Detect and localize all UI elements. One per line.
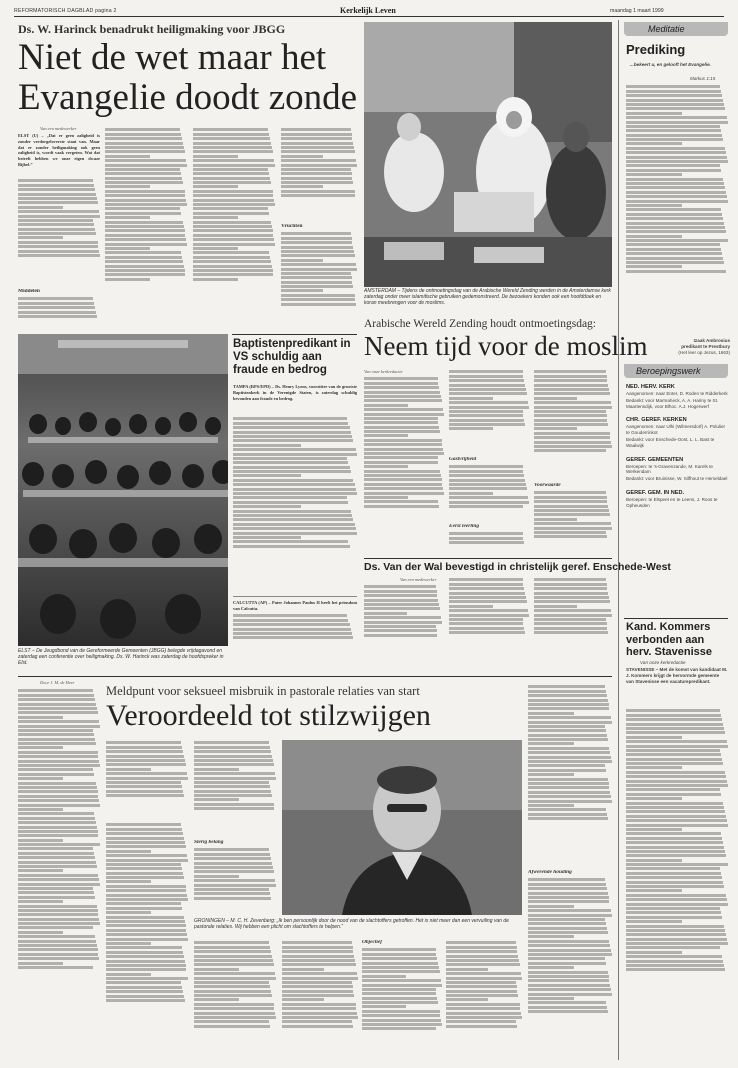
article5-body-col1 bbox=[364, 584, 442, 654]
masthead-date: maandag 1 maart 1999 bbox=[610, 8, 664, 14]
article2-body bbox=[233, 416, 357, 591]
article6-body-col5a bbox=[528, 684, 612, 868]
sidebar-title: Prediking bbox=[626, 42, 686, 57]
beroepingswerk-line: Beroepen: te Elspeet en te Leens, J. Roos te Opheusden bbox=[626, 496, 718, 508]
article6-body-col4c bbox=[446, 940, 522, 1060]
zevenberg-photo-caption: GRONINGEN – M. C. H. Zevenberg: „Ik ben persoonlijk door de nood van de slachtoffers getroffen. Het is niet meer dan een vervuiling van de pastorale relaties. Wij hebben een plicht om slachtoffers te helpen.” bbox=[194, 918, 509, 931]
sidebar-meditatie-label: Meditatie bbox=[648, 24, 685, 34]
beroepingswerk-line: Aangenomen: naar Enter, D. Roden te Ridderkerk bbox=[626, 391, 728, 396]
article3-rule bbox=[233, 596, 357, 597]
article4-byline: Van onze kerkredactie bbox=[364, 369, 403, 374]
article6-body-col3c bbox=[194, 940, 276, 1060]
article2-headline: Baptistenpredikant in VS schuldig aan fraude en bedrog bbox=[233, 338, 351, 376]
kommers-body bbox=[626, 708, 728, 1060]
beroepingswerk-line: Aangenomen: naar Ulhi (Wilmersdorf) A. Polulier te Gouderrinkot bbox=[626, 424, 726, 436]
article4-kicker: Arabische Wereld Zending houdt ontmoetingsdag: bbox=[364, 318, 597, 330]
article1-body-col4b bbox=[281, 231, 357, 330]
beroepingswerk-list bbox=[626, 384, 728, 614]
article4-headline: Neem tijd voor de moslim bbox=[364, 331, 648, 361]
article6-sub-afwerende: Afwerende houding bbox=[528, 870, 572, 875]
article6-sub-sterig-belang: Sterig belang bbox=[194, 840, 224, 845]
zending-photo bbox=[364, 22, 612, 287]
beroepingswerk-line: Bedankt: voor Marmaheck, A. A. Hariny te St. Maartensdijk, voor Blhoc. A.J. Hogerwerf bbox=[626, 397, 719, 409]
article4-body-col3b bbox=[534, 490, 612, 554]
article4-sub-voorwaarde: Voorwaarde bbox=[534, 483, 561, 488]
article6-body-col2 bbox=[106, 740, 188, 818]
article6-byline: Door J. M. de Heer bbox=[40, 680, 75, 685]
article5-rule bbox=[364, 558, 612, 559]
article5-byline: Van een medewerker bbox=[400, 577, 437, 582]
article1-body-col3 bbox=[193, 127, 275, 330]
conference-photo bbox=[18, 334, 228, 646]
sidebar-divider bbox=[618, 20, 619, 1060]
article4-body-col3a bbox=[534, 369, 612, 481]
article6-body-col4b bbox=[362, 947, 442, 1060]
sidebar-beroepingswerk-label: Beroepingswerk bbox=[636, 366, 701, 376]
kommers-headline: Kand. Kommers verbonden aan herv. Stavenisse bbox=[626, 621, 713, 658]
sidebar-closing-role: predikant te Prestbury bbox=[681, 344, 730, 349]
beroepingswerk-group-head: CHR. GEREF. KERKEN bbox=[626, 417, 687, 424]
article6-headline: Veroordeeld tot stilzwijgen bbox=[106, 699, 431, 732]
article6-body-col5b bbox=[528, 877, 612, 1060]
sidebar-meditatie-body bbox=[626, 84, 728, 336]
beroepingswerk-group-head: GEREF. GEMEENTEN bbox=[626, 456, 684, 463]
article1-lead: ELST (U) – „Dat er geen zaligheid is zonder verdorgeloverste staat van. Maar dat er zonder heiligmaking ook geen zaligheid is, wordt vaak vergeten. Wat dat betreft hebben we onze eigen dwaze Bijbel.” bbox=[18, 133, 100, 167]
article1-byline: Van een medewerker bbox=[40, 126, 77, 131]
beroepingswerk-line: Beroepen: te 's-Gravenzande, M. Karels te Werkendam bbox=[626, 463, 713, 475]
zevenberg-photo bbox=[282, 740, 522, 915]
sidebar-closing-author: Izaak Ambrosius bbox=[693, 338, 730, 343]
conference-photo-caption: ELST – De Jeugdbond van de Gereformeerde Gemeenten (JBGG) belegde vrijdagavond en zaterdag een conferentie over heiligmaking. Ds. W. Harinck was zaterdag de hoofdspreker in Elst. bbox=[18, 648, 224, 667]
article2-dateline: TAMPA (RPS/EPD) – Ds. Henry Lyons, voorzitter van de grootste Baptistenkerk in de Verenigde Staten, is zaterdag schuldig bevonden aan fraude en bedrog. bbox=[233, 384, 357, 401]
sidebar-reference: Markus 1:15 bbox=[690, 76, 716, 81]
article6-rule bbox=[18, 676, 612, 677]
article6-body-col4a bbox=[282, 940, 358, 1060]
article6-body-col3a bbox=[194, 740, 276, 838]
article1-sub-middelen: Middelen bbox=[18, 289, 40, 294]
sidebar-closing-note: (Het leer op Jezus, 1663) bbox=[678, 350, 730, 355]
article4-body-col2b bbox=[449, 464, 529, 522]
kommers-lead: STAVENISSE – Met de komst van kandidaat M. J. Kommers krijgt de hervormde gemeente van Stavenisse een vacaturepredikant. bbox=[626, 667, 728, 684]
masthead-left: REFORMATORISCH DAGBLAD pagina 2 bbox=[14, 8, 117, 14]
article1-body-col1b bbox=[18, 296, 100, 330]
article1-kicker: Ds. W. Harinck benadrukt heiligmaking voor JBGG bbox=[18, 22, 286, 36]
article3-dateline: CALCUTTA (AP) – Pater Johannes Paulus II heeft het prinsdom van Calcutta. bbox=[233, 600, 357, 611]
article1-body-col1a bbox=[18, 178, 100, 286]
article4-body-col2c bbox=[449, 531, 529, 554]
masthead-section: Kerkelijk Leven bbox=[340, 6, 396, 15]
article3-body bbox=[233, 613, 357, 653]
sidebar-quote: ...bekeert u, en gelooft het Evangelie. bbox=[630, 62, 711, 67]
beroepingswerk-group-head: GEREF. GEM. IN NED. bbox=[626, 489, 685, 496]
article6-kicker: Meldpunt voor seksueel misbruik in pastorale relaties van start bbox=[106, 684, 420, 698]
kommers-byline: Van onze kerkredactie bbox=[640, 660, 686, 665]
article5-headline: Ds. Van der Wal bevestigd in christelijk geref. Enschede-West bbox=[364, 561, 671, 573]
article4-sub-gastvrijheid: Gastvrijheid bbox=[449, 457, 477, 462]
article4-body-col1 bbox=[364, 376, 444, 554]
article6-body-col3b bbox=[194, 847, 276, 917]
article5-body-col2 bbox=[449, 577, 529, 654]
article1-headline-line1: Niet de wet maar het bbox=[18, 37, 327, 78]
zending-photo-caption: AMSTERDAM – Tijdens de ontmoetingsdag van de Arabische Wereld Zending werden in de Amsterdamse kerk zaterdag onder meer islamitische gebruiken gedemonstreerd. De bezoekers konden ook een hoofddoek en koran meebrengen voor de moslims. bbox=[364, 288, 611, 307]
kommers-rule bbox=[624, 618, 728, 619]
article1-body-col2 bbox=[105, 127, 187, 330]
beroepingswerk-group-head: NED. HERV. KERK bbox=[626, 384, 675, 390]
article1-headline-line2: Evangelie doodt zonde bbox=[18, 77, 358, 118]
article6-sub-objectief: Objectief bbox=[362, 940, 383, 945]
article1-body-col4a bbox=[281, 127, 357, 223]
article1-sub-vruchten: Vruchten bbox=[281, 224, 303, 229]
article6-body-col1 bbox=[18, 688, 100, 1060]
masthead-rule bbox=[14, 16, 724, 17]
beroepingswerk-line: Bedankt: voor Enschede-Oost, L. L. Bast te Waalwijk bbox=[626, 436, 715, 448]
article4-sub-eerst-leerling: Eerst leerling bbox=[449, 524, 480, 529]
article2-rule bbox=[232, 334, 357, 335]
article6-body-col2b bbox=[106, 822, 188, 1060]
article4-body-col2a bbox=[449, 369, 529, 455]
beroepingswerk-line: Bedankt: voor Bruinisse, W. Silfhout te Hemeldael bbox=[626, 476, 728, 482]
article5-body-col3 bbox=[534, 577, 612, 654]
